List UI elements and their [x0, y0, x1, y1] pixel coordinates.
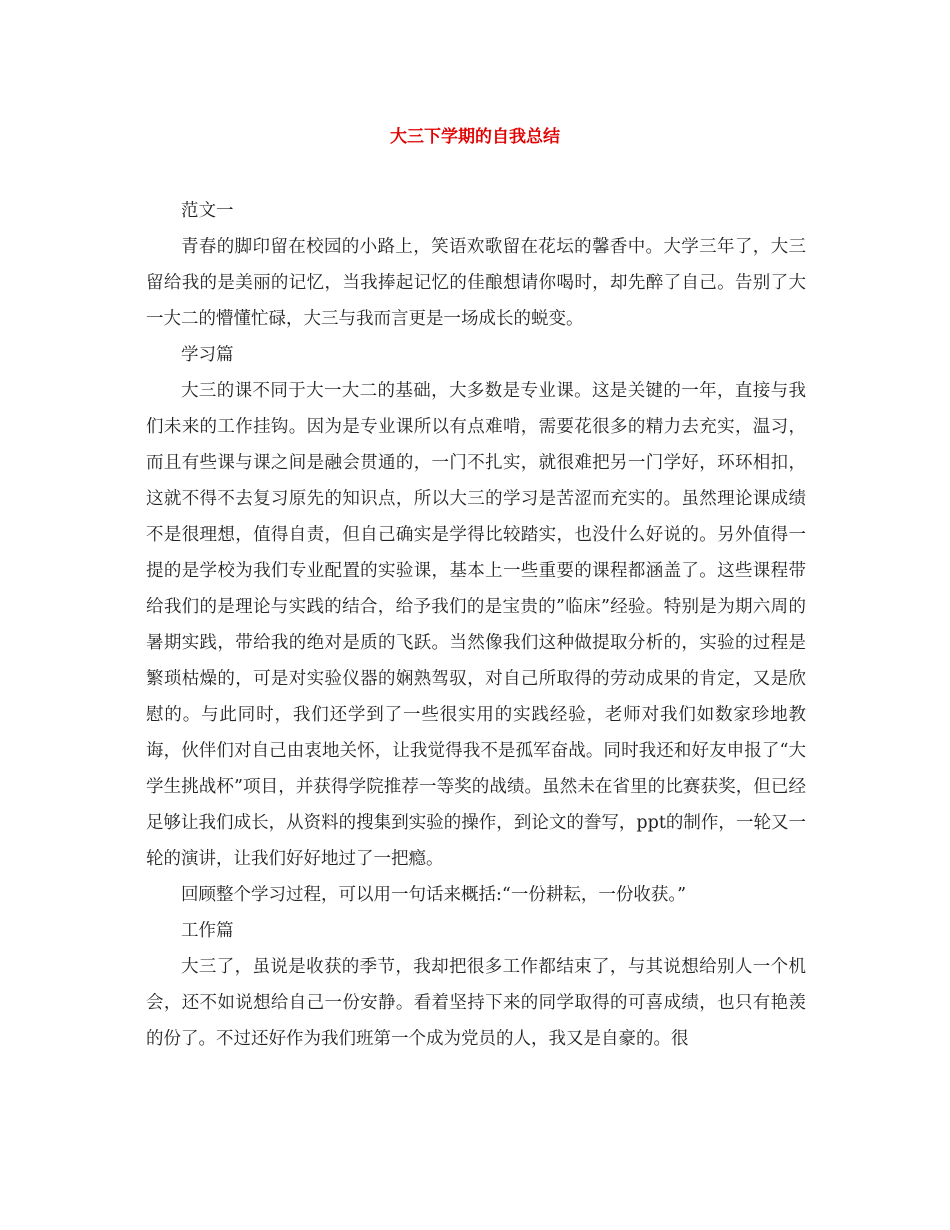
paragraph-work-body: 大三了，虽说是收获的季节，我却把很多工作都结束了，与其说想给别人一个机会，还不如说想给自己一份安静。看着坚持下来的同学取得的可喜成绩，也只有艳羡的份了。不过还好作为我们班第一个成为党员的人，我又是自豪的。很 — [146, 957, 806, 1049]
paragraph-sample-heading: 范文一 — [181, 201, 234, 221]
paragraph-study-body: 大三的课不同于大一大二的基础，大多数是专业课。这是关键的一年，直接与我们未来的工作挂钩。因为是专业课所以有点难啃，需要花很多的精力去充实，温习，而且有些课与课之间是融会贯通的，一门不扎实，就很难把另一门学好，环环相扣，这就不得不去复习原先的知识点，所以大三的学习是苦涩而充实的。虽然理论课成绩不是很理想，值得自责，但自己确实是学得比较踏实，也没什么好说的。另外值得一提的是学校为我们专业配置的实验课，基本上一些重要的课程都涵盖了。这些课程带给我们的是理论与实践的结合，给予我们的是宝贵的”临床”经验。特别是为期六周的暑期实践，带给我的绝对是质的飞跃。当然像我们这种做提取分析的，实验的过程是繁琐枯燥的，可是对实验仪器的娴熟驾驭，对自己所取得的劳动成果的肯定，又是欣慰的。与此同时，我们还学到了一些很实用的实践经验，老师对我们如数家珍地教诲，伙伴们对自己由衷地关怀，让我觉得我不是孤军奋战。同时我还和好友申报了“大学生挑战杯”项目，并获得学院推荐一等奖的战绩。虽然未在省里的比赛获奖，但已经足够让我们成长，从资料的搜集到实验的操作，到论文的誊写，ppt的制作，一轮又一轮的演讲，让我们好好地过了一把瘾。 — [146, 381, 806, 869]
paragraph-work-heading: 工作篇 — [181, 921, 234, 941]
document-title: 大三下学期的自我总结 — [390, 127, 560, 147]
paragraph-intro: 青春的脚印留在校园的小路上，笑语欢歌留在花坛的馨香中。大学三年了，大三留给我的是美丽的记忆，当我捧起记忆的佳酿想请你喝时，却先醉了自己。告别了大一大二的懵懂忙碌，大三与我而言更是一场成长的蜕变。 — [146, 237, 806, 329]
paragraph-study-heading: 学习篇 — [181, 345, 234, 365]
paragraph-study-summary: 回顾整个学习过程，可以用一句话来概括:“一份耕耘，一份收获。” — [181, 885, 687, 905]
document-body — [146, 193, 806, 1057]
